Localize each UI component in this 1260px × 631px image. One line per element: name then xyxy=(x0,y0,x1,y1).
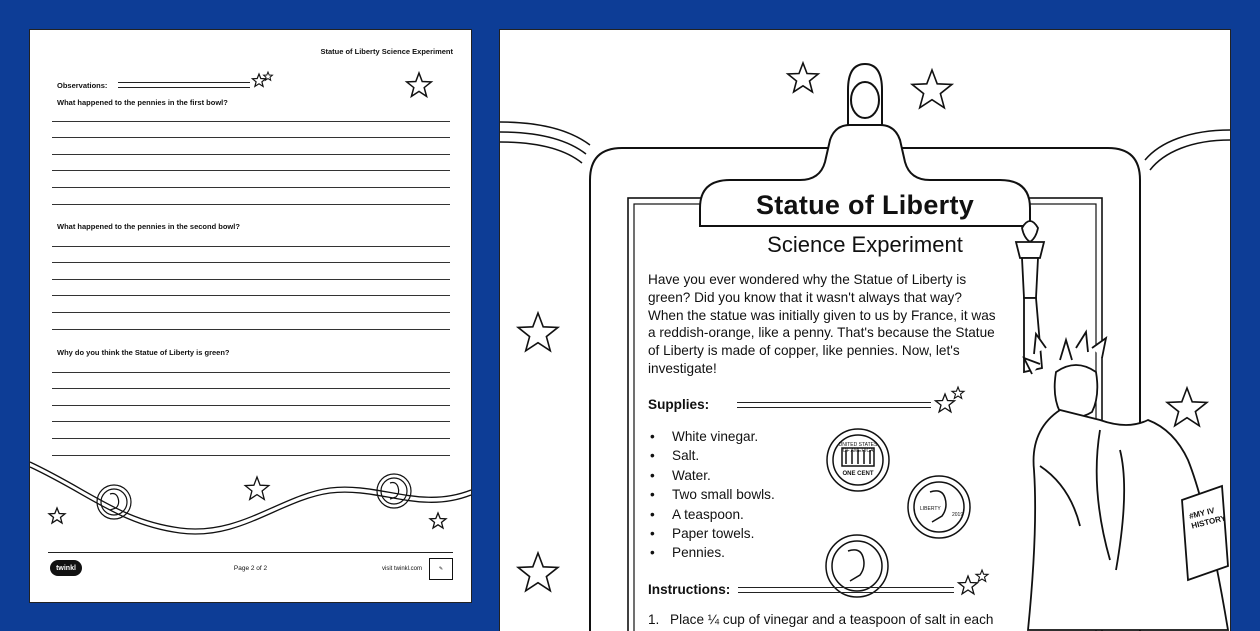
site-url[interactable]: visit twinkl.com xyxy=(382,566,423,572)
penny-icon xyxy=(97,485,131,519)
list-item: • A teaspoon. xyxy=(648,505,775,524)
heading-rule xyxy=(738,587,954,593)
intro-paragraph: Have you ever wondered why the Statue of Liberty is green? Did you know that it wasn't always that way? When the statue was initially given to us by France, it was a reddish-orange, like a penny. That's because the Statue of Liberty is made of copper, like pennies. Now, let's investigate! xyxy=(648,272,996,376)
star-icon xyxy=(1167,388,1207,426)
instruction-text: Place ¼ cup of vinegar and a teaspoon of salt in each xyxy=(670,612,994,627)
list-item: • Pennies. xyxy=(648,543,775,562)
coin-label: UNITED STATES OF AMERICA xyxy=(838,442,878,454)
star-icon xyxy=(518,553,558,591)
list-item: • Two small bowls. xyxy=(648,485,775,504)
star-icon xyxy=(788,63,818,92)
book-label: #MY IV HISTORY xyxy=(1188,505,1227,531)
coin-label: ONE CENT xyxy=(842,471,874,477)
worksheet-page-2 xyxy=(29,29,472,603)
list-item: • White vinegar. xyxy=(648,427,775,446)
answer-lines-3[interactable] xyxy=(52,356,450,456)
star-icon xyxy=(407,73,432,96)
list-item: • Salt. xyxy=(648,446,775,465)
star-icon xyxy=(518,313,558,351)
brand-badge-icon: ✎ xyxy=(429,558,453,580)
star-icon xyxy=(245,477,269,499)
answer-lines-2[interactable] xyxy=(52,230,450,330)
list-item: • Water. xyxy=(648,466,775,485)
heading-rule xyxy=(737,402,931,408)
penny-icon xyxy=(827,429,889,491)
twinkl-logo: twinkl xyxy=(50,560,82,576)
footer-rule xyxy=(48,552,453,553)
coin-label: LIBERTY xyxy=(920,506,941,512)
sheet-subtitle: Science Experiment xyxy=(767,232,963,257)
header-title: Statue of Liberty Science Experiment xyxy=(320,47,453,56)
instruction-number: 1. xyxy=(648,612,660,627)
supplies-list xyxy=(648,427,775,563)
worksheet-page-1 xyxy=(499,29,1231,631)
star-icon xyxy=(912,70,952,108)
observations-heading: Observations: xyxy=(57,81,108,90)
supplies-heading: Supplies: xyxy=(648,397,710,412)
coin-label: 2019 xyxy=(952,512,964,518)
list-item: • Paper towels. xyxy=(648,524,775,543)
question-3: Why do you think the Statue of Liberty is green? xyxy=(57,348,230,357)
answer-lines-1[interactable] xyxy=(52,105,450,205)
instruction-1 xyxy=(648,612,993,627)
question-2: What happened to the pennies in the second bowl? xyxy=(57,222,240,231)
wave-decoration xyxy=(30,450,471,550)
star-icon xyxy=(49,508,65,523)
page-number: Page 2 of 2 xyxy=(233,565,268,572)
instructions-heading: Instructions: xyxy=(648,582,731,597)
star-icon xyxy=(430,513,446,528)
question-1: What happened to the pennies in the first bowl? xyxy=(57,98,228,107)
sheet-title: Statue of Liberty xyxy=(755,190,975,220)
